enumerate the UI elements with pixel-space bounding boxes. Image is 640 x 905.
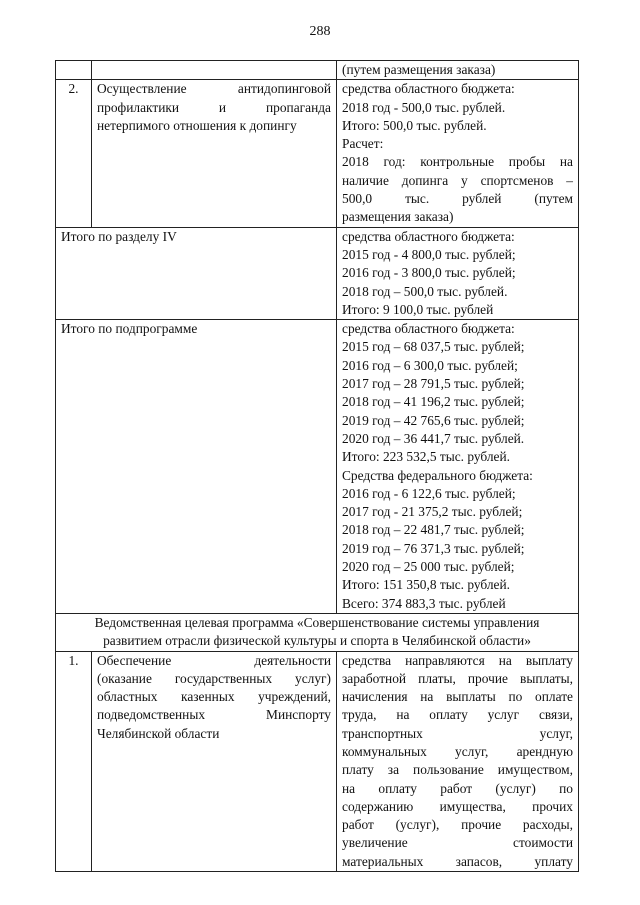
description-line: областных казенных учреждений, — [97, 689, 331, 705]
description-cell — [92, 80, 337, 227]
funding-line: наличие допинга у спортсменов – — [342, 172, 573, 188]
funding-cell — [337, 80, 579, 227]
funding-line: 2016 год – 6 300,0 тыс. рублей; — [342, 357, 518, 373]
funding-line: размещения заказа) — [342, 209, 454, 225]
row-number-cell — [56, 61, 92, 80]
row-number-cell: 1. — [56, 651, 92, 872]
table-row — [56, 80, 579, 227]
funding-line: на оплату работ (услуг) по — [342, 780, 573, 796]
funding-cell — [337, 320, 579, 614]
funding-line: Итого: 9 100,0 тыс. рублей — [342, 301, 494, 317]
funding-line: работ (услуг), прочие расходы, — [342, 817, 573, 833]
funding-line: 2017 год – 28 791,5 тыс. рублей; — [342, 376, 525, 392]
funding-line: 2018 год – 22 481,7 тыс. рублей; — [342, 522, 525, 538]
description-line: профилактики и пропаганда — [97, 99, 331, 115]
section-heading-cell — [56, 613, 579, 651]
funding-line: материальных запасов, уплату — [342, 853, 573, 869]
description-cell — [92, 61, 337, 80]
funding-line: 2017 год - 21 375,2 тыс. рублей; — [342, 504, 523, 520]
section-heading-line: развитием отрасли физической культуры и спорта в Челябинской области» — [103, 633, 531, 649]
funding-line: 2018 год - 500,0 тыс. рублей. — [342, 99, 506, 115]
funding-line: 2016 год - 6 122,6 тыс. рублей; — [342, 485, 516, 501]
funding-line: 500,0 тыс. рублей (путем — [342, 191, 573, 207]
funding-line: Итого: 500,0 тыс. рублей. — [342, 117, 487, 133]
table-row — [56, 613, 579, 651]
funding-line: (путем размещения заказа) — [342, 62, 496, 77]
funding-line: Расчет: — [342, 136, 384, 152]
funding-line: 2018 год – 41 196,2 тыс. рублей; — [342, 394, 525, 410]
description-line: Осуществление антидопинговой — [97, 81, 331, 97]
total-label-cell: Итого по подпрограмме — [56, 320, 337, 614]
funding-line: 2015 год – 68 037,5 тыс. рублей; — [342, 339, 525, 355]
section-heading-line: Ведомственная целевая программа «Совершенствование системы управления — [94, 614, 540, 630]
funding-line: Итого: 223 532,5 тыс. рублей. — [342, 449, 511, 465]
funding-line: 2020 год – 36 441,7 тыс. рублей. — [342, 430, 525, 446]
funding-line: транспортных услуг, — [342, 725, 573, 741]
table-row — [56, 227, 579, 319]
funding-line: средства областного бюджета: — [342, 81, 515, 97]
funding-line: плату за пользование имуществом, — [342, 762, 573, 778]
funding-line: начисления на выплаты по оплате — [342, 689, 573, 705]
funding-line: содержанию имущества, прочих — [342, 798, 573, 814]
funding-cell — [337, 61, 579, 80]
budget-table — [55, 60, 579, 872]
funding-line: 2016 год - 3 800,0 тыс. рублей; — [342, 265, 516, 281]
funding-cell — [337, 651, 579, 872]
funding-line: средства областного бюджета: — [342, 321, 515, 337]
description-line: (оказание государственных услуг) — [97, 670, 331, 686]
funding-line: Средства федерального бюджета: — [342, 467, 533, 483]
funding-line: 2018 год – 500,0 тыс. рублей. — [342, 283, 508, 299]
funding-line: 2020 год – 25 000 тыс. рублей; — [342, 559, 515, 575]
funding-line: средства областного бюджета: — [342, 228, 515, 244]
funding-cell — [337, 227, 579, 319]
funding-line: 2015 год - 4 800,0 тыс. рублей; — [342, 246, 516, 262]
table-row — [56, 61, 579, 80]
description-line: Челябинской области — [97, 725, 220, 741]
funding-line: труда, на оплату услуг связи, — [342, 707, 573, 723]
description-line: нетерпимого отношения к допингу — [97, 117, 297, 133]
funding-line: Итого: 151 350,8 тыс. рублей. — [342, 577, 511, 593]
funding-line: средства направляются на выплату — [342, 652, 573, 668]
funding-line: 2019 год – 42 765,6 тыс. рублей; — [342, 412, 525, 428]
table-row — [56, 651, 579, 872]
row-number-cell: 2. — [56, 80, 92, 227]
description-line: Обеспечение деятельности — [97, 652, 331, 668]
funding-line: заработной платы, прочие выплаты, — [342, 670, 573, 686]
funding-line: коммунальных услуг, арендную — [342, 743, 573, 759]
funding-line: 2019 год – 76 371,3 тыс. рублей; — [342, 540, 525, 556]
description-line: подведомственных Минспорту — [97, 707, 331, 723]
funding-line: увеличение стоимости — [342, 835, 573, 851]
description-cell — [92, 651, 337, 872]
page-number: 288 — [309, 24, 331, 39]
funding-line: 2018 год: контрольные пробы на — [342, 154, 573, 170]
table-row — [56, 320, 579, 614]
funding-line: Всего: 374 883,3 тыс. рублей — [342, 595, 506, 611]
total-label-cell: Итого по разделу IV — [56, 227, 337, 319]
